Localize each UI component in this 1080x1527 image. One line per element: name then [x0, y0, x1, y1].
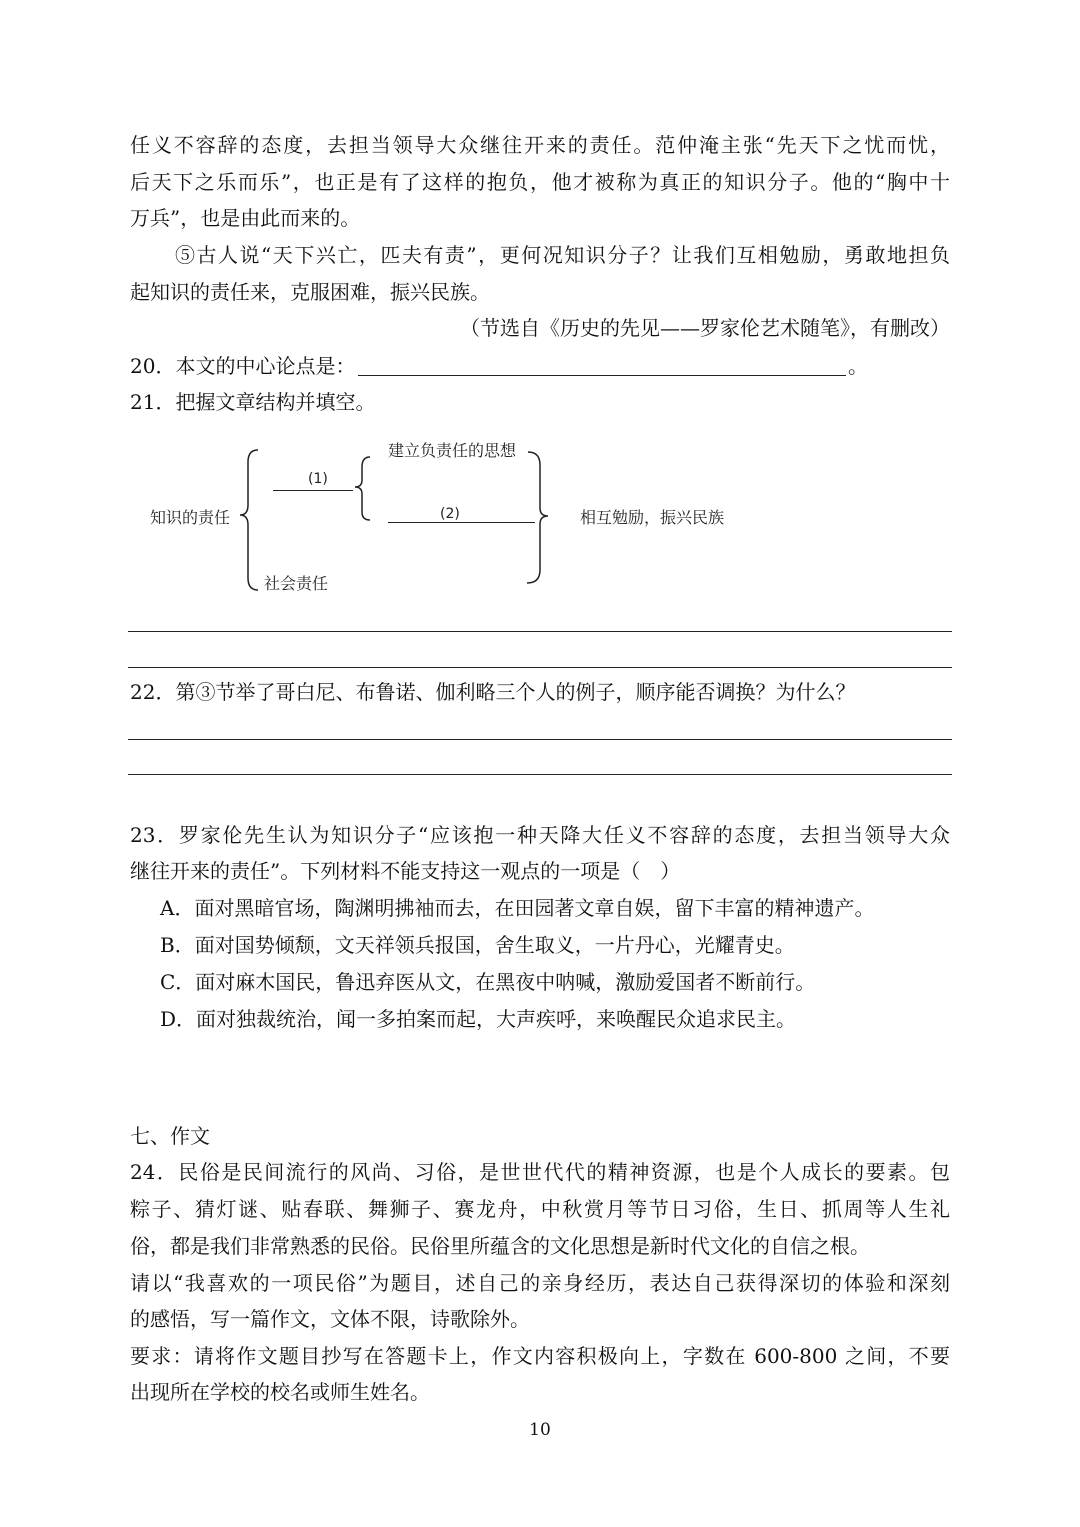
passage-paragraph-5: ⑤古人说“天下兴亡，匹夫有责”，更何况知识分子？让我们互相勉励，勇敢地担负 [175, 243, 950, 267]
blank-2-label: (2) [440, 506, 460, 522]
diagram-result: 相互勉励，振兴民族 [580, 508, 725, 527]
question-22: 22．第③节举了哥白尼、布鲁诺、伽利略三个人的例子，顺序能否调换？为什么？ [130, 680, 856, 704]
question-24-line: 俗，都是我们非常熟悉的民俗。民俗里所蕴含的文化思想是新时代文化的自信之根。 [130, 1234, 870, 1258]
passage-source: （节选自《历史的先见——罗家伦艺术随笔》，有删改） [460, 316, 950, 340]
passage-line: 万兵”，也是由此而来的。 [130, 206, 361, 230]
question-24-line: 请以“我喜欢的一项民俗”为题目，述自己的亲身经历，表达自己获得深切的体验和深刻 [130, 1271, 950, 1295]
answer-blank-2[interactable] [388, 522, 535, 523]
right-brace-icon [527, 452, 548, 583]
page-number: 10 [529, 1420, 551, 1440]
answer-line[interactable] [128, 667, 952, 668]
requirements: 要求：请将作文题目抄写在答题卡上，作文内容积极向上，字数在 600-800 之间，不要 [130, 1344, 950, 1368]
left-brace-icon [240, 450, 258, 590]
question-20-end: 。 [848, 354, 868, 378]
question-24: 24．民俗是民间流行的风尚、习俗，是世世代代的精神资源，也是个人成长的要素。包 [130, 1160, 950, 1184]
question-20-text: 20．本文的中心论点是： [130, 354, 356, 378]
answer-blank-1[interactable] [273, 490, 353, 491]
option-a: A．面对黑暗官场，陶渊明拂袖而去，在田园著文章自娱，留下丰富的精神遗产。 [160, 896, 875, 920]
option-d: D．面对独裁统治，闻一多拍案而起，大声疾呼，来唤醒民众追求民主。 [160, 1007, 797, 1031]
option-c: C．面对麻木国民，鲁迅弃医从文，在黑夜中呐喊，激励爱国者不断前行。 [160, 970, 816, 994]
question-23: 23．罗家伦先生认为知识分子“应该抱一种天降大任义不容辞的态度，去担当领导大众 [130, 823, 950, 847]
diagram-bottom: 社会责任 [264, 574, 329, 593]
passage-line: 任义不容辞的态度，去担当领导大众继往开来的责任。范仲淹主张“先天下之忧而忧， [130, 133, 950, 157]
answer-line[interactable] [128, 631, 952, 632]
option-b: B．面对国势倾颓，文天祥领兵报国，舍生取义，一片丹心，光耀青史。 [160, 933, 795, 957]
answer-line[interactable] [128, 739, 952, 740]
requirements-line: 出现所在学校的校名或师生姓名。 [130, 1380, 430, 1404]
diagram-top: 建立负责任的思想 [388, 441, 517, 460]
passage-line: 后天下之乐而乐”，也正是有了这样的抱负，他才被称为真正的知识分子。他的“胸中十 [130, 170, 950, 194]
passage-line: 起知识的责任来，克服困难，振兴民族。 [130, 280, 490, 304]
inner-brace-icon [355, 457, 370, 520]
diagram-root: 知识的责任 [150, 508, 231, 527]
answer-line[interactable] [128, 774, 952, 775]
question-21: 21．把握文章结构并填空。 [130, 390, 376, 414]
question-24-line: 的感悟，写一篇作文，文体不限，诗歌除外。 [130, 1307, 530, 1331]
section-title: 七、作文 [130, 1124, 210, 1148]
question-23-line2: 继往开来的责任”。下列材料不能支持这一观点的一项是（ ） [130, 859, 681, 883]
question-24-line: 粽子、猜灯谜、贴春联、舞狮子、赛龙舟，中秋赏月等节日习俗，生日、抓周等人生礼 [130, 1197, 950, 1221]
blank-1-label: (1) [308, 471, 328, 487]
